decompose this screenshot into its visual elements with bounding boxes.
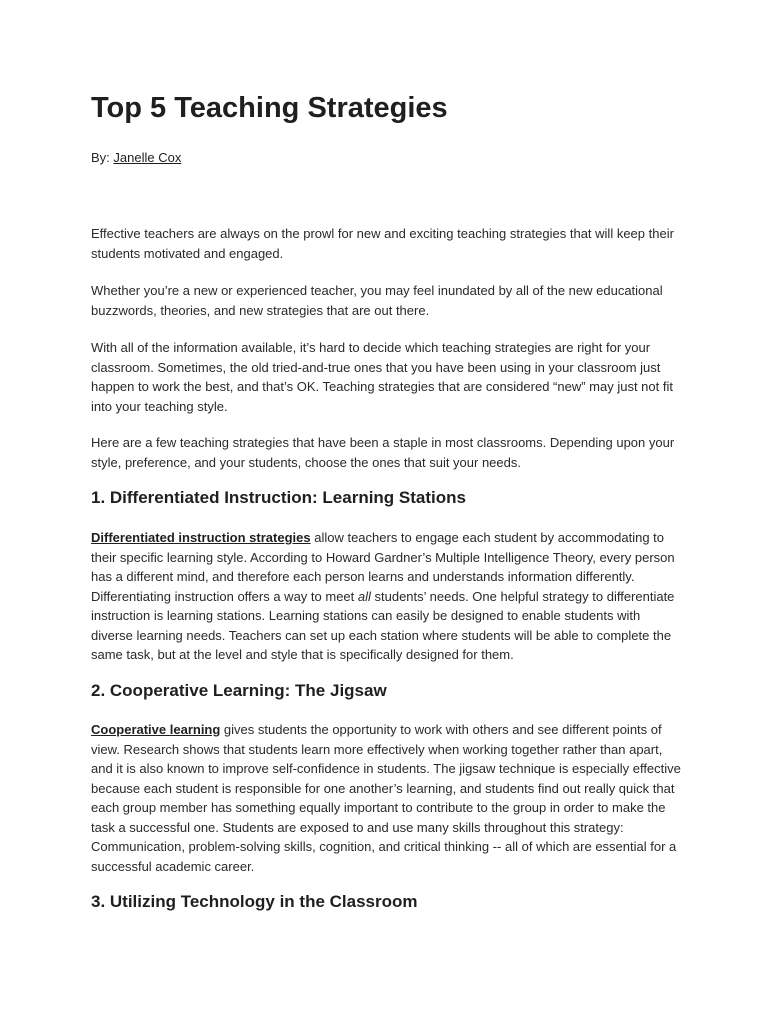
byline <box>91 150 181 166</box>
author-link[interactable]: Janelle Cox <box>113 150 182 165</box>
differentiated-instruction-link[interactable]: Differentiated instruction strategies <box>91 530 311 545</box>
section-body-2: Cooperative learning gives students the opportunity to work with others and see different points of view. Research shows that students learn more effectively when working together rather than apart, and it is also known to improve self-confidence in students. The jigsaw technique is especially effective because each student is responsible for one another’s learning, and students find out really quick that each group member has something equally important to contribute to the group in order to make the task a successful one. Students are exposed to and use many skills throughout this strategy: Communication, problem-solving skills, cognition, and critical thinking -- all of which are essential for a successful academic career. <box>91 722 681 874</box>
intro-paragraph-3: With all of the information available, it’s hard to decide which teaching strategies are right for your classroom. Sometimes, the old tried-and-true ones that you have been using in your classroom just happen to work the best, and that’s OK. Teaching strategies that are considered “new” may just not fit into your teaching style. <box>91 340 673 414</box>
section-heading-3: 3. Utilizing Technology in the Classroom <box>91 892 418 911</box>
intro-paragraph-2: Whether you’re a new or experienced teacher, you may feel inundated by all of the new educational buzzwords, theories, and new strategies that are out there. <box>91 283 663 318</box>
byline-prefix: By: <box>91 150 114 165</box>
intro-paragraph-1: Effective teachers are always on the prowl for new and exciting teaching strategies that will keep their students motivated and engaged. <box>91 226 674 261</box>
section-body-1: Differentiated instruction strategies allow teachers to engage each student by accommodating to their specific learning style. According to Howard Gardner’s Multiple Intelligence Theory, every person has a different mind, and therefore each person learns and understands information differently. Differentiating instruction offers a way to meet all students’ needs. One helpful strategy to differentiate instruction is learning stations. Learning stations can easily be designed to enable students with diverse learning needs. Teachers can set up each station where students will be able to complete the same task, but at the level and style that is specifically designed for them. <box>91 530 675 662</box>
page-title: Top 5 Teaching Strategies <box>91 92 448 124</box>
section-heading-1: 1. Differentiated Instruction: Learning Stations <box>91 488 466 507</box>
intro-paragraph-4: Here are a few teaching strategies that have been a staple in most classrooms. Depending upon your style, preference, and your students, choose the ones that suit your needs. <box>91 435 675 470</box>
section-heading-2: 2. Cooperative Learning: The Jigsaw <box>91 681 387 700</box>
cooperative-learning-link[interactable]: Cooperative learning <box>91 722 221 737</box>
